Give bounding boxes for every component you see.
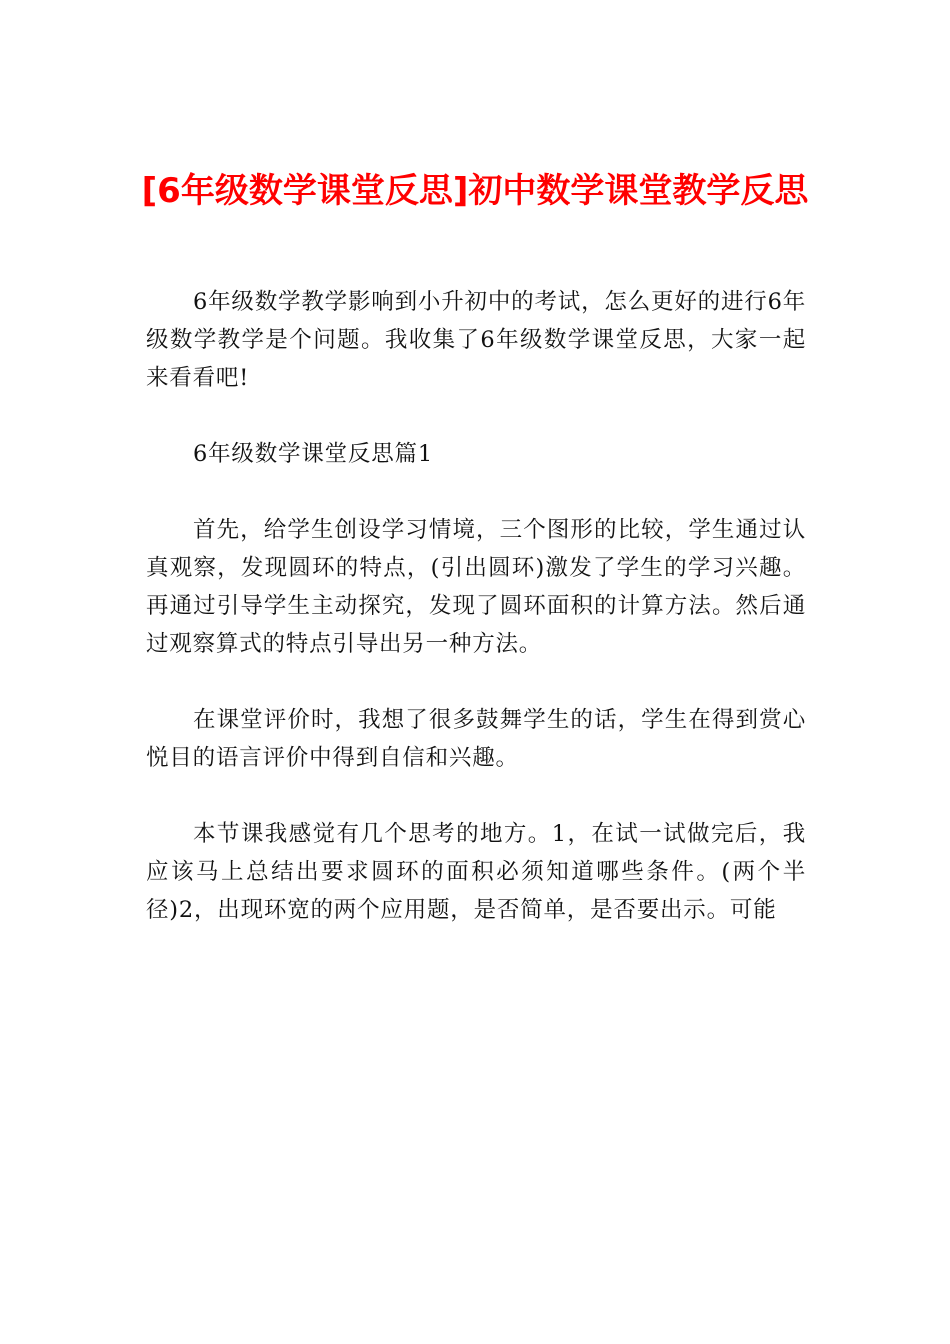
paragraph: 首先，给学生创设学习情境，三个图形的比较，学生通过认真观察，发现圆环的特点，(引出圆环)激发了学生的学习兴趣。再通过引导学生主动探究，发现了圆环面积的计算方法。然后通过观察算式的特点引导出另一种方法。	[146, 517, 806, 657]
section-heading: 6年级数学课堂反思篇1	[193, 441, 433, 467]
paragraph: 在课堂评价时，我想了很多鼓舞学生的话，学生在得到赏心悦目的语言评价中得到自信和兴趣。	[146, 707, 806, 771]
document-body	[146, 283, 806, 929]
document-title: [6年级数学课堂反思]初中数学课堂教学反思	[141, 170, 809, 211]
paragraph: 本节课我感觉有几个思考的地方。1，在试一试做完后，我应该马上总结出要求圆环的面积必须知道哪些条件。(两个半径)2，出现环宽的两个应用题，是否简单，是否要出示。可能	[146, 821, 806, 923]
paragraph-intro: 6年级数学教学影响到小升初中的考试，怎么更好的进行6年级数学教学是个问题。我收集了6年级数学课堂反思，大家一起来看看吧!	[146, 289, 806, 391]
